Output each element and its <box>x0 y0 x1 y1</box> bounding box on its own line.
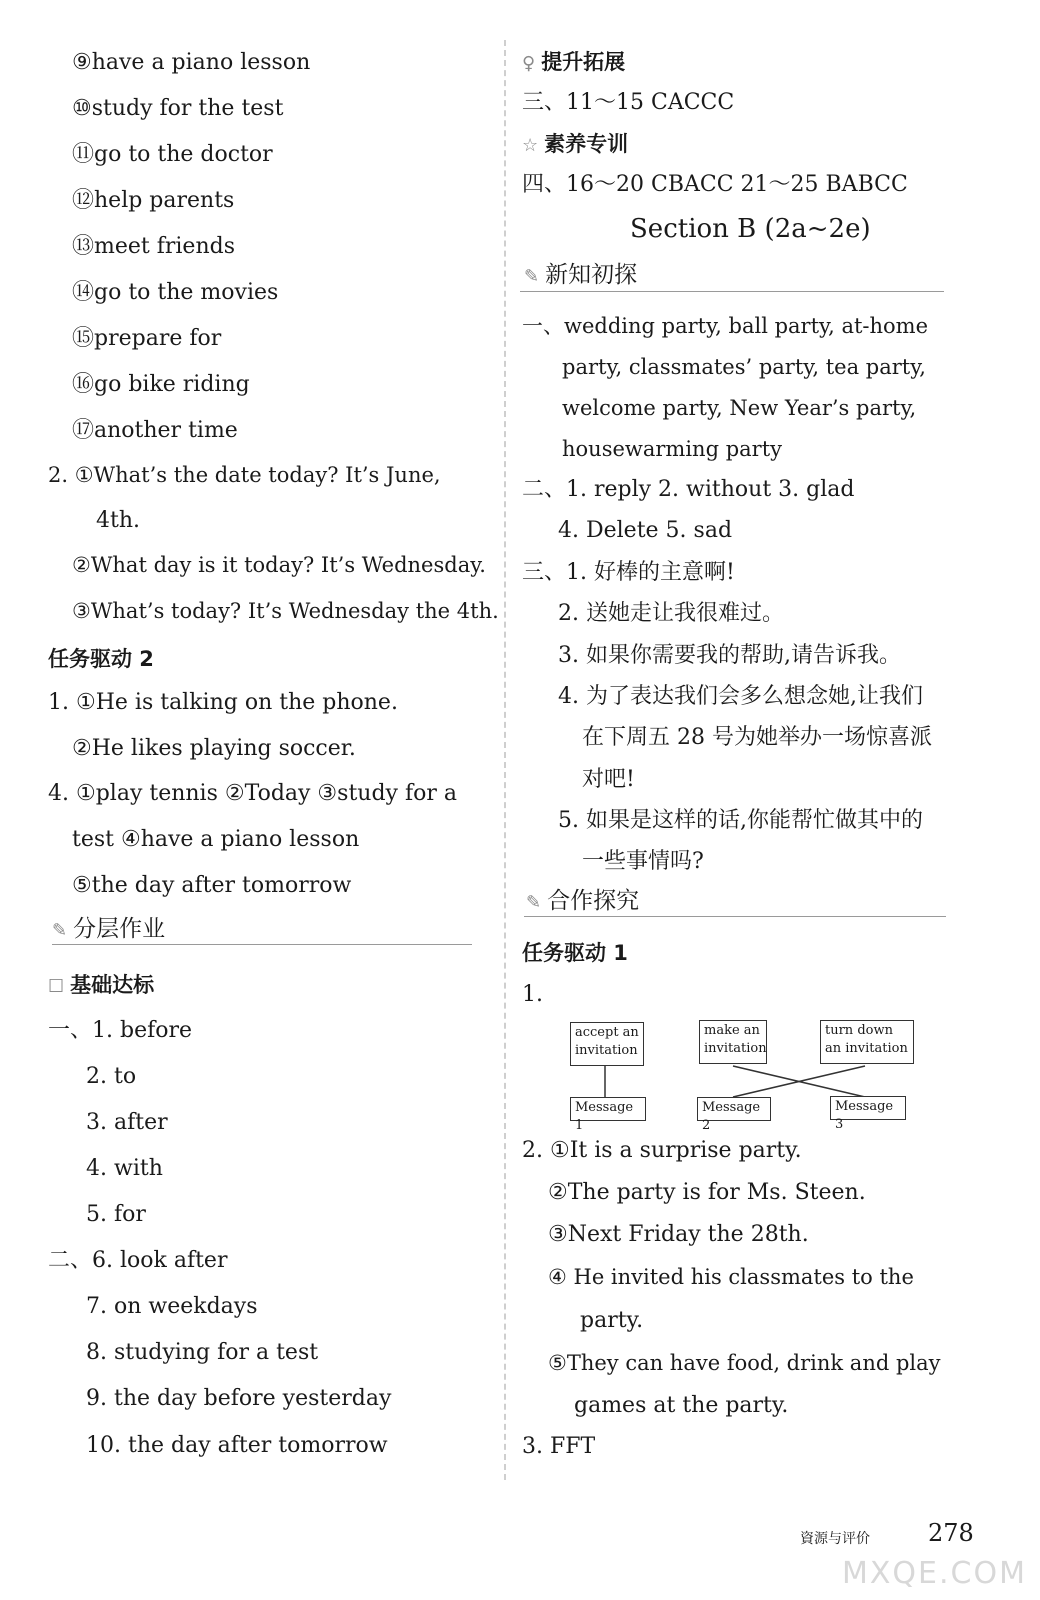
message-box: Message 3 <box>830 1096 906 1120</box>
p3-line: 一些事情吗? <box>582 849 704 874</box>
bookmark-icon: ✎ <box>52 920 68 941</box>
list-item: ⑭go to the movies <box>72 280 279 305</box>
section-heading-label: 新知初探 <box>545 262 638 288</box>
page-number: 278 <box>928 1519 974 1547</box>
task2-q4: ⑤the day after tomorrow <box>72 873 352 898</box>
q2-line: 2. ①It is a surprise party. <box>522 1138 802 1163</box>
list-item: 5. for <box>86 1202 146 1227</box>
q2-line: ⑤They can have food, drink and play <box>548 1351 941 1375</box>
advance-answer: 三、11～15 CACCC <box>522 90 735 115</box>
p1-line: party, classmates’ party, tea party, <box>562 355 926 379</box>
bookmark-icon: ✎ <box>526 892 542 913</box>
list-item: 3. after <box>86 1110 168 1135</box>
p3-line: 4. 为了表达我们会多么想念她,让我们 <box>558 684 923 709</box>
p1-line: 一、wedding party, ball party, at-home <box>522 314 929 338</box>
divider <box>520 291 944 292</box>
message-box: Message 2 <box>697 1097 771 1121</box>
task2-q4: 4. ①play tennis ②Today ③study for a <box>48 781 457 806</box>
p2-line: 4. Delete 5. sad <box>558 518 733 543</box>
invitation-box: accept an invitation <box>570 1022 644 1066</box>
task2-q1: ②He likes playing soccer. <box>72 736 356 761</box>
invitation-box: make an invitation <box>699 1020 767 1064</box>
section-heading-label: 分层作业 <box>73 916 166 942</box>
message-box: Message 1 <box>570 1097 646 1121</box>
p2-line: 二、1. reply 2. without 3. glad <box>522 477 855 502</box>
star-icon: ☆ <box>522 135 539 156</box>
list-item: 10. the day after tomorrow <box>86 1433 388 1458</box>
p3-line: 在下周五 28 号为她举办一场惊喜派 <box>582 725 932 750</box>
list-item: ⑫help parents <box>72 188 235 213</box>
q2-line: ②What day is it today? It’s Wednesday. <box>72 553 486 577</box>
section-heading-label: 合作探究 <box>547 888 640 914</box>
list-item: ⑮prepare for <box>72 326 222 351</box>
p1-line: housewarming party <box>562 437 783 461</box>
task2-heading: 任务驱动 2 <box>48 647 154 671</box>
list-item: 9. the day before yesterday <box>86 1386 392 1411</box>
basic-heading <box>48 970 154 1002</box>
footer-label: 資源与评价 <box>800 1531 870 1547</box>
task2-q1: 1. ①He is talking on the phone. <box>48 690 398 715</box>
part1-label: 一、1. before <box>48 1018 193 1043</box>
task2-q4: test ④have a piano lesson <box>72 827 360 852</box>
clipboard-icon: ☐ <box>48 976 65 997</box>
advance-heading-label: 提升拓展 <box>541 50 626 74</box>
section-title: Section B (2a~2e) <box>630 214 871 244</box>
list-item: ⑩study for the test <box>72 96 284 121</box>
invitation-box: turn down an invitation <box>820 1020 914 1064</box>
task1-heading: 任务驱动 1 <box>522 941 628 965</box>
list-item: ⑪go to the doctor <box>72 142 273 167</box>
p3-line: 2. 送她走让我很难过。 <box>558 601 784 626</box>
p3-line: 三、1. 好棒的主意啊! <box>522 560 735 585</box>
column-divider <box>504 40 506 1480</box>
divider <box>524 916 946 917</box>
section-heading <box>52 914 165 946</box>
list-item: ⑯go bike riding <box>72 372 250 397</box>
p3-line: 对吧! <box>582 767 635 792</box>
literacy-heading-label: 素养专训 <box>544 132 629 156</box>
list-item: 4. with <box>86 1156 163 1181</box>
q2-line: 4th. <box>96 508 140 533</box>
list-item: ⑨have a piano lesson <box>72 50 311 75</box>
list-item: 7. on weekdays <box>86 1294 258 1319</box>
q2-line: ②The party is for Ms. Steen. <box>548 1180 866 1205</box>
part2-label: 二、6. look after <box>48 1248 228 1273</box>
literacy-heading <box>522 129 628 161</box>
q3-line: 3. FFT <box>522 1434 596 1459</box>
advance-heading <box>522 47 625 79</box>
q2-line: ④ He invited his classmates to the <box>548 1265 914 1289</box>
literacy-answer: 四、16～20 CBACC 21～25 BABCC <box>522 172 908 197</box>
section-heading <box>526 886 639 918</box>
q2-line: ③What’s today? It’s Wednesday the 4th. <box>72 599 499 623</box>
q2-line: games at the party. <box>574 1393 789 1418</box>
basic-heading-label: 基础达标 <box>70 973 155 997</box>
section-heading <box>524 260 637 292</box>
task1-q1: 1. <box>522 982 543 1007</box>
divider <box>52 944 472 945</box>
bookmark-icon: ✎ <box>524 266 540 287</box>
lightbulb-icon: ♀ <box>522 53 536 74</box>
p3-line: 3. 如果你需要我的帮助,请告诉我。 <box>558 643 901 668</box>
q2-line: ③Next Friday the 28th. <box>548 1222 809 1247</box>
list-item: ⑰another time <box>72 418 238 443</box>
list-item: 2. to <box>86 1064 137 1089</box>
watermark: MXQE.COM <box>842 1556 1027 1591</box>
list-item: 8. studying for a test <box>86 1340 319 1365</box>
p3-line: 5. 如果是这样的话,你能帮忙做其中的 <box>558 808 923 833</box>
list-item: ⑬meet friends <box>72 234 235 259</box>
q2-line: party. <box>580 1308 644 1333</box>
q2-line: 2. ①What’s the date today? It’s June, <box>48 463 441 487</box>
p1-line: welcome party, New Year’s party, <box>562 396 917 420</box>
